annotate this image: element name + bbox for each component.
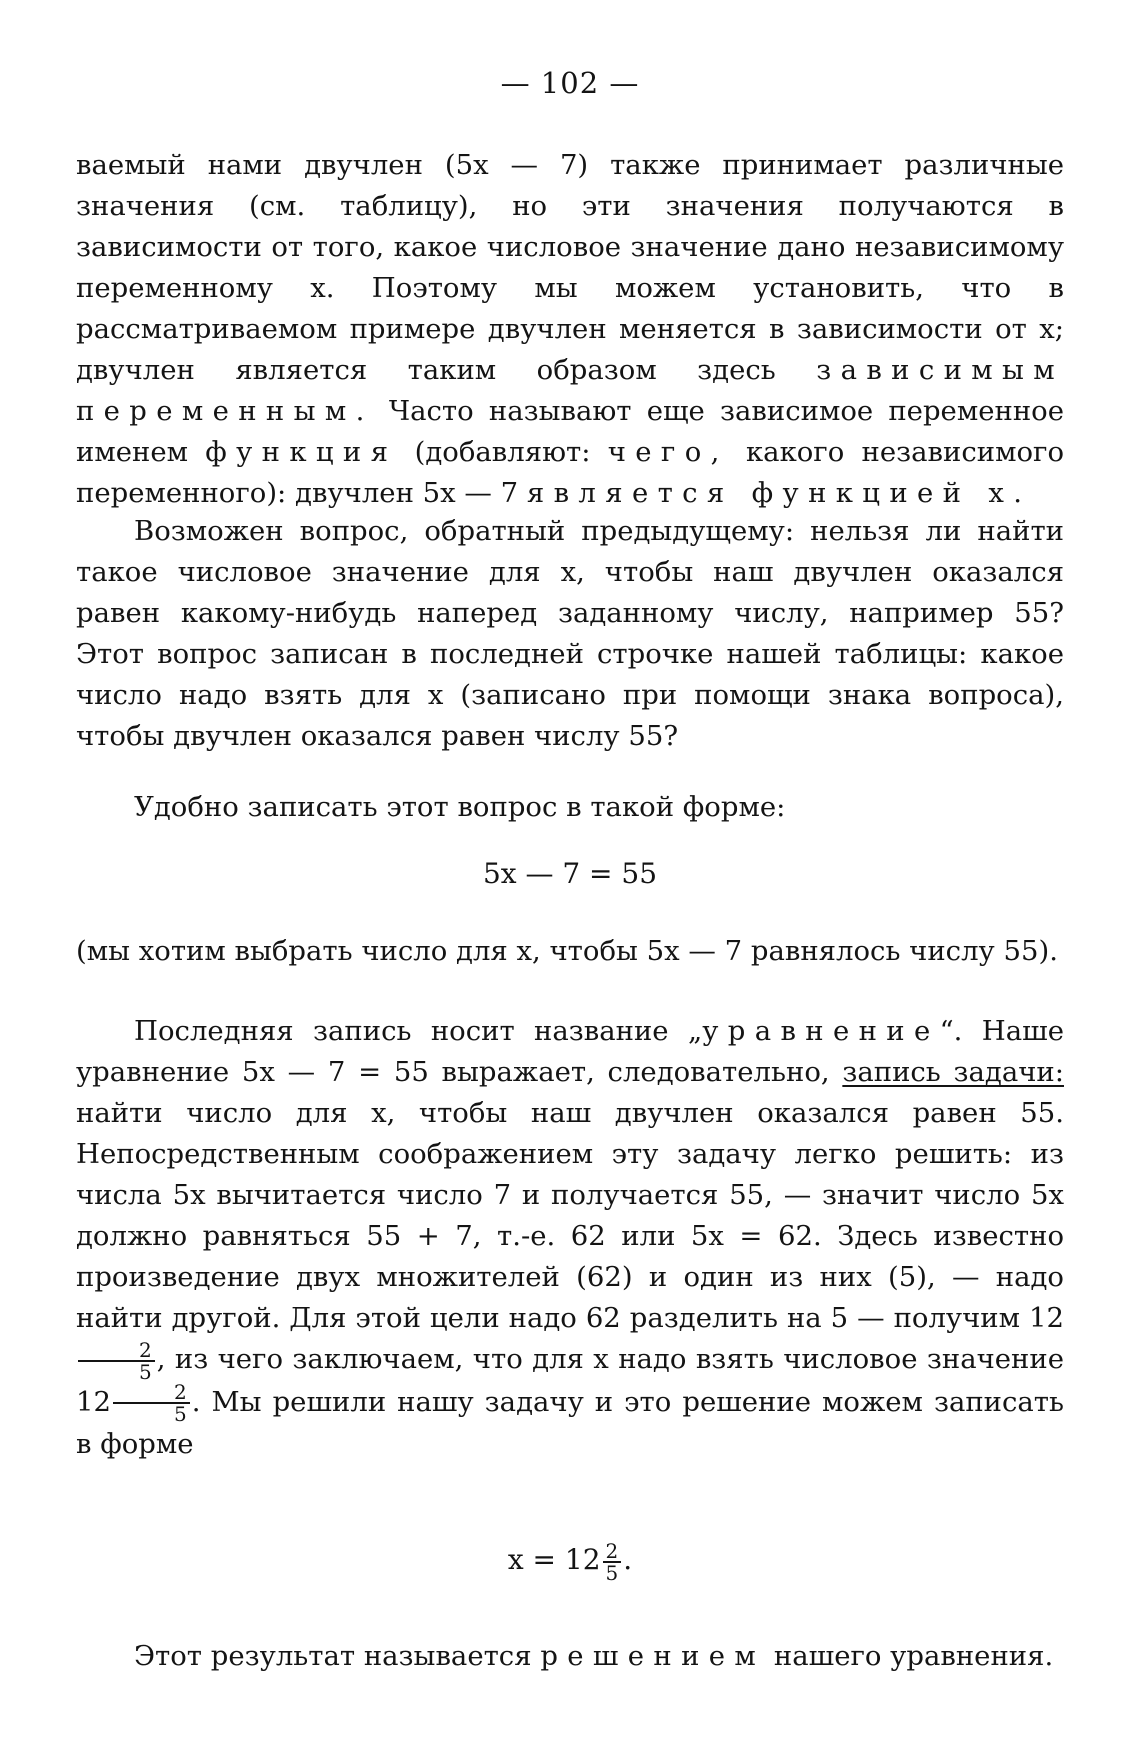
paragraph-we-want: (мы хотим выбрать число для x, чтобы 5x — 7 равнялось числу 55). (76, 935, 1058, 967)
para5-text-c: найти число для x, чтобы наш двучлен оказался равен 55. Непосредственным соображением эту задачу легко решить: из числа 5x вычитается число 7 и получается 55, — значит число 5x должно равняться 55 + 7, т.-е. 62 или 5x = 62. Здесь известно произведение двух множителей (62) и один из них (5), — надо найти другой. Для этой цели надо 62 разделить на 5 — получим (76, 1097, 1064, 1334)
para1-text-c: (добавляют: (414, 436, 591, 468)
equation-5x-minus-7: 5x — 7 = 55 (482, 857, 658, 890)
fraction-numerator: 2 (113, 1382, 190, 1404)
para6-text-a: Этот результат называется (134, 1640, 532, 1672)
fraction-denominator: 5 (139, 1359, 152, 1384)
fraction (78, 1337, 155, 1384)
solution-period: . (623, 1543, 633, 1576)
paragraph-equation-name (76, 1011, 1064, 1465)
mixed-fraction-2 (76, 1380, 192, 1426)
para5-text-a: Последняя запись носит название „ (134, 1015, 703, 1047)
para1-text-d: какого независимого переменного): двучлен 5x — 7 (76, 436, 1064, 509)
term-solution: решением (540, 1640, 766, 1672)
para1-text-b: Часто называют еще зависимое переменное именем (76, 395, 1064, 468)
term-is-function-of-x: является функцией x. (526, 477, 1032, 509)
fraction-numerator: 2 (603, 1541, 622, 1563)
paragraph-function-definition (76, 145, 1064, 514)
para5-text-b: “. Наше уравнение 5x — 7 = 55 выражает, следовательно, (76, 1015, 1064, 1088)
solution-lhs: x = 12 (507, 1543, 601, 1576)
term-dependent-variable: зависимым переменным. (76, 354, 1064, 427)
solution-fraction (603, 1538, 622, 1585)
paragraph-convenient-form: Удобно записать этот вопрос в такой форме: (134, 791, 786, 823)
paragraph-inverse-question: Возможен вопрос, обратный предыдущему: нельзя ли найти такое числовое значение для x, чтобы наш двучлен оказался равен какому-нибудь наперед заданному числу, например 55? Этот вопрос записан в последней строчке нашей таблицы: какое число надо взять для x (записано при помощи знака вопроса), чтобы двучлен оказался равен числу 55? (76, 515, 1064, 752)
term-equation: уравнение (702, 1015, 940, 1047)
fraction-whole: 12 (1029, 1302, 1064, 1334)
fraction-numerator: 2 (78, 1340, 155, 1362)
para5-text-d: , из чего заключаем, что для x надо взять числовое значение (156, 1343, 1064, 1375)
term-function: функция (205, 436, 398, 468)
para6-text-b: нашего уравнения. (773, 1640, 1054, 1672)
term-of-what: чего, (607, 436, 729, 468)
fraction-denominator: 5 (605, 1560, 619, 1585)
para5-text-e: . Мы решили нашу задачу и это решение можем записать в форме (76, 1385, 1064, 1460)
fraction-denominator: 5 (174, 1402, 187, 1426)
paragraph-result (76, 1636, 1064, 1677)
underlined-problem-statement: запись задачи: (842, 1056, 1064, 1088)
page-number: — 102 — (500, 66, 640, 100)
fraction-whole: 12 (76, 1385, 111, 1418)
para1-text: ваемый нами двучлен (5x — 7) также принимает различные значения (см. таблицу), но эти значения получаются в зависимости от того, какое числовое значение дано независимому переменному x. Поэтому мы можем установить, что в рассматриваемом примере двучлен меняется в зависимости от x; двучлен является таким образом здесь (76, 149, 1064, 386)
fraction (113, 1382, 190, 1424)
equation-solution (0, 1540, 1140, 1583)
